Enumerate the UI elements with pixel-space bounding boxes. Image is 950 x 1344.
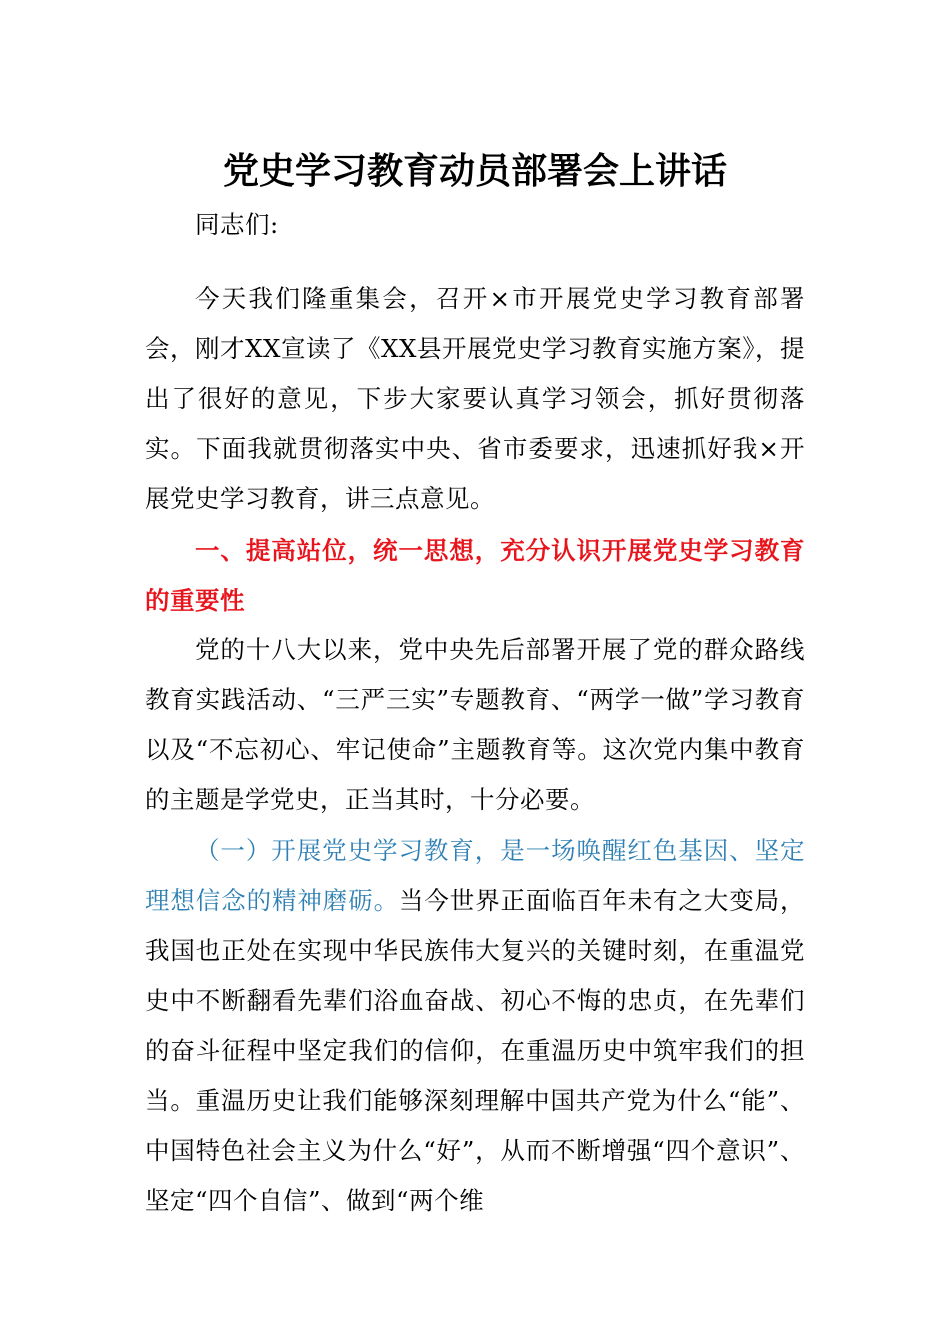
paragraph-subsection-1 (145, 826, 805, 1226)
paragraph-intro: 今天我们隆重集会，召开×市开展党史学习教育部署会，刚才XX宣读了《XX县开展党史学习教育实施方案》，提出了很好的意见，下步大家要认真学习领会，抓好贯彻落实。下面我就贯彻落实中央、省市委要求，迅速抓好我×开展党史学习教育，讲三点意见。 (145, 284, 805, 513)
subsection-heading-1: （一）开展党史学习教育，是一场唤醒红色基因、坚定理想信念的精神磨砺。 (145, 836, 805, 915)
subsection-body-1: 当今世界正面临百年未有之大变局，我国也正处在实现中华民族伟大复兴的关键时刻，在重温党史中不断翻看先辈们浴血奋战、初心不悔的忠贞，在先辈们的奋斗征程中坚定我们的信仰，在重温历史中筑牢我们的担当。重温历史让我们能够深刻理解中国共产党为什么“能”、中国特色社会主义为什么“好”，从而不断增强“四个意识”、坚定“四个自信”、做到“两个维 (145, 886, 805, 1215)
document-title: 党史学习教育动员部署会上讲话 (222, 150, 727, 192)
section-heading-1: 一、提高站位，统一思想，充分认识开展党史学习教育的重要性 (145, 536, 805, 615)
paragraph-background: 党的十八大以来，党中央先后部署开展了党的群众路线教育实践活动、“三严三实”专题教育、“两学一做”学习教育以及“不忘初心、牢记使命”主题教育等。这次党内集中教育的主题是学党史，正当其时，十分必要。 (145, 635, 805, 814)
greeting: 同志们: (195, 210, 279, 239)
